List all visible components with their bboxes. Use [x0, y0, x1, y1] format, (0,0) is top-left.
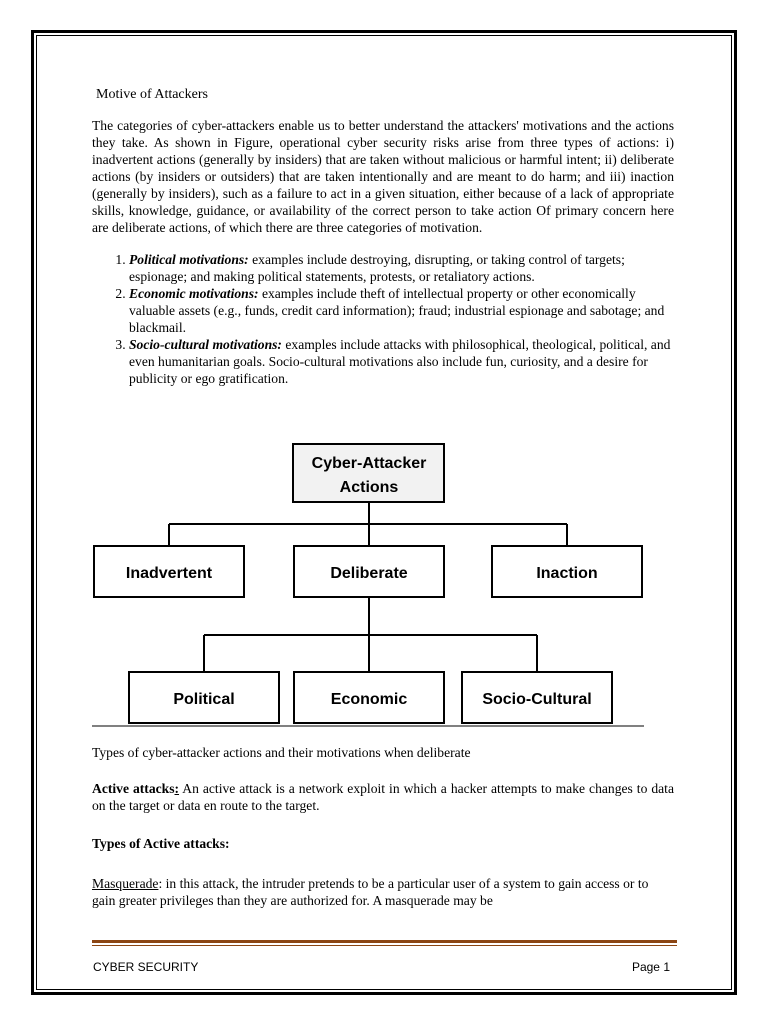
footer-title: CYBER SECURITY — [93, 960, 199, 974]
node-political-label: Political — [173, 691, 235, 708]
types-heading: Types of Active attacks: — [92, 836, 230, 851]
motivation-term: Economic motivations — [129, 286, 254, 301]
masquerade-paragraph — [92, 875, 674, 909]
list-item: 2. Economic motivations: examples include theft of intellectual property or other economically valuable assets (e.g., funds, credit card information); fraud; industrial espionage and sabotage; and blackmail. — [129, 285, 674, 336]
figure-caption: Types of cyber-attacker actions and their motivations when deliberate — [92, 745, 471, 760]
active-colon: : — [174, 781, 180, 796]
intro-paragraph: The categories of cyber-attackers enable us to better understand the attackers' motivations and the actions they take. As shown in Figure, operational cyber security risks arise from three types of actions: i) inadvertent actions (generally by insiders) that are taken without malicious or harmful intent; ii) deliberate actions (by insiders or outsiders) that are taken intentionally and are meant to do harm; and iii) inaction (generally by insiders), such as a failure to act in a given situation, either because of a lack of appropriate skills, knowledge, guidance, or availability of the correct person to take action Of primary concern here are deliberate actions, of which there are three categories of motivation. — [92, 118, 674, 235]
section-heading: Motive of Attackers — [96, 87, 208, 102]
motivation-term: Socio-cultural motivations — [129, 337, 278, 352]
page-number: Page 1 — [631, 960, 670, 974]
attacker-actions-diagram — [92, 440, 644, 730]
node-economic-label: Economic — [330, 691, 408, 708]
footer-rule-thin — [92, 945, 677, 946]
node-inaction-label: Inaction — [536, 565, 598, 582]
footer-rule-thick — [92, 940, 677, 943]
motivation-term: Political motivations — [129, 252, 245, 267]
node-inadvertent-label: Inadvertent — [125, 565, 213, 582]
masquerade-text: : in this attack, the intruder pretends to be a particular user of a system to gain access or to gain greater privileges than they are authorized for. A masquerade may be — [92, 876, 649, 908]
motivation-list — [92, 251, 674, 387]
list-item: 1. Political motivations: examples include destroying, disrupting, or taking control of targets; espionage; and making political statements, protests, or retaliatory actions. — [129, 251, 674, 285]
node-root-line1: Cyber-Attacker — [311, 455, 427, 472]
node-root-line2: Actions — [339, 479, 399, 496]
motivation-text: examples include theft of intellectual property or other economically valuable assets (e.g., funds, credit card information); fraud; industrial espionage and sabotage; and blackmail. — [129, 286, 665, 335]
active-attacks-paragraph — [92, 780, 674, 814]
body-content — [92, 86, 674, 387]
node-deliberate-label: Deliberate — [330, 565, 408, 582]
list-item: 3. Socio-cultural motivations: examples include attacks with philosophical, theological, political, and even humanitarian goals. Socio-cultural motivations also include fun, curiosity, and a desire for publicity or ego gratification. — [129, 336, 674, 387]
active-term: Active attacks — [92, 781, 175, 796]
masquerade-term: Masquerade — [92, 876, 159, 891]
active-text: An active attack is a network exploit in which a hacker attempts to make changes to data on the target or data en route to the target. — [92, 781, 674, 813]
motivation-text: examples include attacks with philosophical, theological, political, and even humanitarian goals. Socio-cultural motivations also include fun, curiosity, and a desire for publicity or ego gratification. — [129, 337, 671, 386]
node-socio-cultural-label: Socio-Cultural — [482, 691, 592, 708]
motivation-text: examples include destroying, disrupting, or taking control of targets; espionage; and making political statements, protests, or retaliatory actions. — [129, 252, 625, 284]
